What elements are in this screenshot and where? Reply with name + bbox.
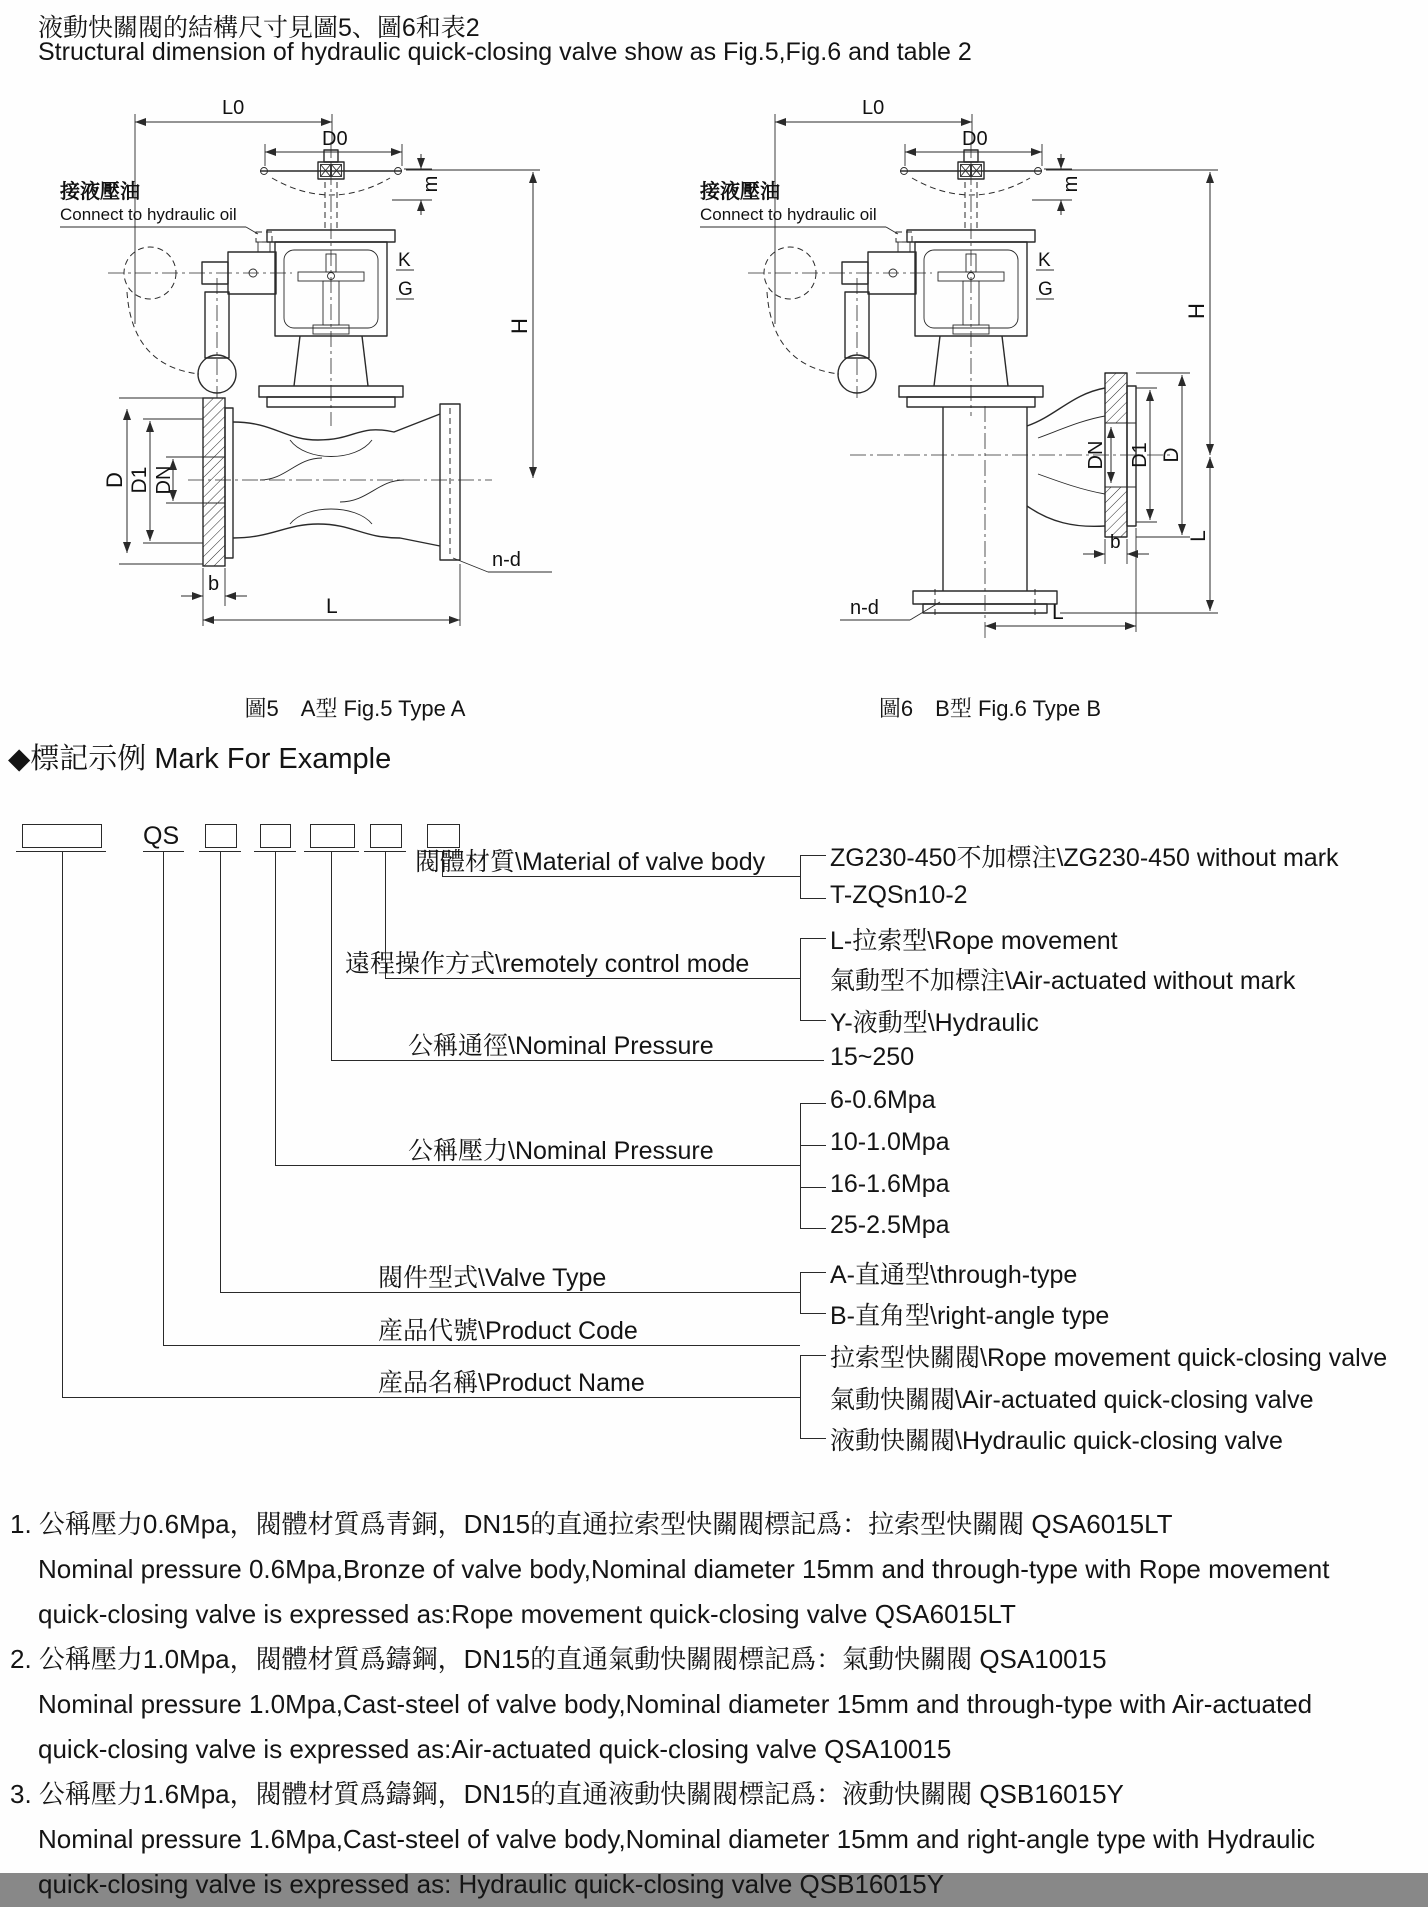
connector-line xyxy=(800,1272,826,1273)
connector-line xyxy=(16,851,106,852)
dim-label-D1: D1 xyxy=(128,466,151,494)
connector-line xyxy=(800,938,801,1020)
connector-line xyxy=(62,1397,800,1398)
connector-line xyxy=(800,1103,801,1228)
tree-label-material: 閥體材質\Material of valve body xyxy=(415,848,766,876)
tree-label-product-name: 産品名稱\Product Name xyxy=(378,1369,645,1397)
dim-label-L0: L0 xyxy=(222,97,245,119)
option-name-hydraulic: 液動快關閥\Hydraulic quick-closing valve xyxy=(830,1427,1283,1455)
dim-label-L0: L0 xyxy=(862,97,885,119)
hydraulic-oil-annotation-en: Connect to hydraulic oil xyxy=(700,205,877,224)
figure-6-type-b-drawing xyxy=(700,86,1260,646)
dim-label-D: D xyxy=(102,472,127,488)
dim-label-G: G xyxy=(1038,279,1053,300)
connector-line xyxy=(800,1438,826,1439)
notes-section xyxy=(10,1502,1420,1907)
connector-line xyxy=(220,1292,800,1293)
tree-label-control-mode: 遠程操作方式\remotely control mode xyxy=(345,950,750,978)
connector-line xyxy=(275,1165,800,1166)
dim-label-b: b xyxy=(1110,532,1121,553)
tree-label-pressure: 公稱壓力\Nominal Pressure xyxy=(408,1137,714,1165)
option-diameter-range: 15~250 xyxy=(830,1043,915,1071)
connector-line xyxy=(331,851,332,1060)
option-pressure-10: 10-1.0Mpa xyxy=(830,1128,950,1156)
code-box-control-mode xyxy=(370,824,402,848)
note-2-en-line2: quick-closing valve is expressed as:Air-actuated quick-closing valve QSA10015 xyxy=(38,1734,952,1764)
code-prefix: QS xyxy=(143,822,180,850)
note-3-zh: 3. 公稱壓力1.6Mpa，閥體材質爲鑄鋼，DN15的直通液動快關閥標記爲：液動快關閥 QSB16015Y xyxy=(10,1779,1124,1809)
tree-label-product-code: 産品代號\Product Code xyxy=(378,1317,638,1345)
note-3-en-line2: quick-closing valve is expressed as: Hydraulic quick-closing valve QSB16015Y xyxy=(38,1869,945,1899)
hydraulic-oil-annotation-en: Connect to hydraulic oil xyxy=(60,205,237,224)
page-title-en: Structural dimension of hydraulic quick-closing valve show as Fig.5,Fig.6 and table 2 xyxy=(38,38,972,66)
tree-label-valve-type: 閥件型式\Valve Type xyxy=(378,1264,607,1292)
tree-label-diameter: 公稱通徑\Nominal Pressure xyxy=(408,1032,714,1060)
dim-label-L: L xyxy=(326,595,338,618)
connector-line xyxy=(62,851,63,1397)
mark-example-heading: ◆標記示例 Mark For Example xyxy=(8,743,392,775)
dim-label-D1: D1 xyxy=(1129,442,1151,468)
option-material-tzqsn: T-ZQSn10-2 xyxy=(830,881,968,909)
dim-label-H: H xyxy=(1184,303,1209,319)
code-box-valve-type xyxy=(205,824,237,848)
connector-line xyxy=(800,1272,801,1313)
note-2-zh: 2. 公稱壓力1.0Mpa，閥體材質爲鑄鋼，DN15的直通氣動快關閥標記爲：氣動快關閥 QSA10015 xyxy=(10,1644,1107,1674)
code-box-product-name xyxy=(22,824,102,848)
dim-label-m: m xyxy=(420,175,442,193)
connector-line xyxy=(220,851,221,1292)
dim-label-G: G xyxy=(398,279,413,300)
dim-label-K: K xyxy=(1038,250,1051,271)
connector-line xyxy=(385,978,800,979)
option-material-zg: ZG230-450不加標注\ZG230-450 without mark xyxy=(830,844,1339,872)
option-type-through: A-直通型\through-type xyxy=(830,1261,1078,1289)
dim-label-DN: DN xyxy=(153,465,175,495)
option-pressure-16: 16-1.6Mpa xyxy=(830,1170,950,1198)
connector-line xyxy=(800,898,826,899)
dim-label-K: K xyxy=(398,250,411,271)
connector-line xyxy=(800,938,826,939)
connector-line xyxy=(800,1145,826,1146)
connector-line xyxy=(331,1060,824,1061)
dim-label-n-d: n-d xyxy=(492,549,521,571)
dim-label-m: m xyxy=(1060,175,1082,193)
connector-line xyxy=(163,851,164,1345)
connector-line xyxy=(800,1187,826,1188)
option-name-air: 氣動快關閥\Air-actuated quick-closing valve xyxy=(830,1386,1314,1414)
figure-5-caption: 圖5 A型 Fig.5 Type A xyxy=(244,696,466,721)
figure-5-type-a-drawing xyxy=(60,86,620,646)
hydraulic-oil-annotation-zh: 接液壓油 xyxy=(700,181,780,203)
connector-line xyxy=(442,876,800,877)
option-name-rope: 拉索型快關閥\Rope movement quick-closing valve xyxy=(830,1344,1388,1372)
dim-label-n-d: n-d xyxy=(850,597,879,619)
dim-label-H: H xyxy=(507,318,532,334)
dim-label-DN: DN xyxy=(1085,440,1107,470)
dim-label-D0: D0 xyxy=(322,128,348,150)
connector-line xyxy=(800,855,826,856)
connector-line xyxy=(163,1345,800,1346)
option-mode-rope: L-拉索型\Rope movement xyxy=(830,927,1118,955)
code-box-diameter xyxy=(310,824,355,848)
note-1-en-line1: Nominal pressure 0.6Mpa,Bronze of valve body,Nominal diameter 15mm and through-type with Rope movement xyxy=(38,1554,1330,1584)
mark-code-tree xyxy=(0,810,1428,1475)
connector-line xyxy=(800,855,801,898)
dim-label-b: b xyxy=(208,573,220,595)
dim-label-L-vertical: L xyxy=(1187,530,1210,542)
note-2-en-line1: Nominal pressure 1.0Mpa,Cast-steel of valve body,Nominal diameter 15mm and through-type with Air-actuated xyxy=(38,1689,1313,1719)
figure-6-caption: 圖6 B型 Fig.6 Type B xyxy=(878,696,1102,721)
page-title-zh: 液動快關閥的結構尺寸見圖5、圖6和表2 xyxy=(38,14,480,42)
option-type-right-angle: B-直角型\right-angle type xyxy=(830,1302,1110,1330)
note-3-en-line1: Nominal pressure 1.6Mpa,Cast-steel of valve body,Nominal diameter 15mm and right-angle type with Hydraulic xyxy=(38,1824,1315,1854)
dim-label-L: L xyxy=(1052,601,1064,624)
dim-label-D: D xyxy=(1160,447,1183,463)
note-1-zh: 1. 公稱壓力0.6Mpa，閥體材質爲青銅，DN15的直通拉索型快關閥標記爲：拉索型快關閥 QSA6015LT xyxy=(10,1509,1173,1539)
option-pressure-06: 6-0.6Mpa xyxy=(830,1086,936,1114)
code-box-pressure xyxy=(260,824,291,848)
connector-line xyxy=(800,1103,826,1104)
connector-line xyxy=(800,1355,801,1438)
connector-line xyxy=(800,1228,826,1229)
connector-line xyxy=(275,851,276,1165)
connector-line xyxy=(800,1313,826,1314)
hydraulic-oil-annotation-zh: 接液壓油 xyxy=(60,181,140,203)
option-mode-air: 氣動型不加標注\Air-actuated without mark xyxy=(830,967,1296,995)
option-mode-hydraulic: Y-液動型\Hydraulic xyxy=(830,1009,1039,1037)
connector-line xyxy=(800,1355,826,1356)
note-1-en-line2: quick-closing valve is expressed as:Rope movement quick-closing valve QSA6015LT xyxy=(38,1599,1016,1629)
connector-line xyxy=(800,1020,826,1021)
dim-label-D0: D0 xyxy=(962,128,988,150)
option-pressure-25: 25-2.5Mpa xyxy=(830,1211,950,1239)
